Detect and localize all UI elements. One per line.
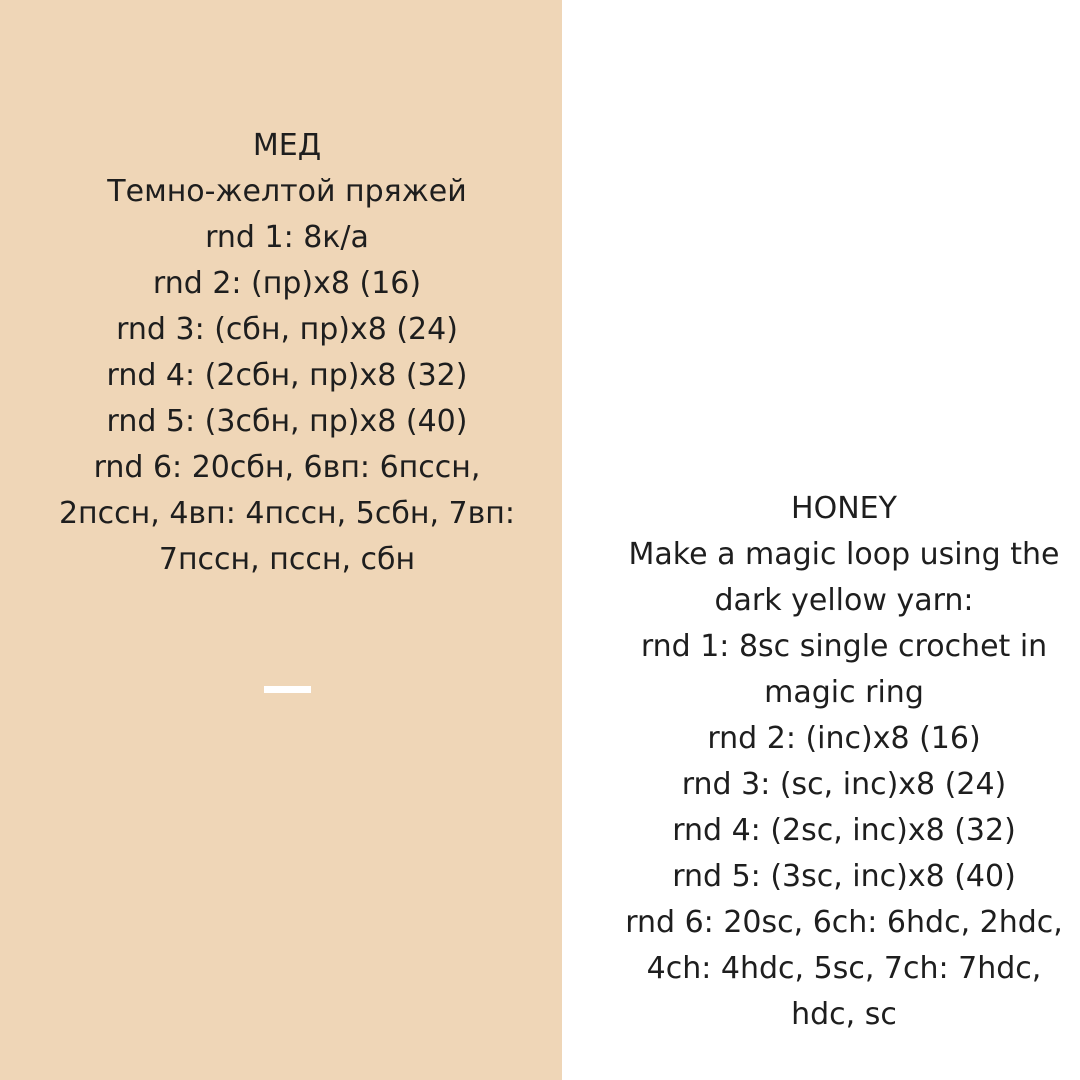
- english-pattern-line: hdc, sc: [791, 997, 897, 1032]
- english-pattern-line: rnd 2: (inc)x8 (16): [707, 721, 981, 756]
- english-pattern-line: rnd 4: (2sc, inc)x8 (32): [672, 813, 1016, 848]
- russian-pattern-line: rnd 4: (2сбн, пр)x8 (32): [106, 358, 468, 393]
- russian-title: МЕД: [252, 128, 322, 163]
- english-pattern-line: 4ch: 4hdc, 5sc, 7ch: 7hdc,: [646, 951, 1042, 986]
- english-pattern-line: Make a magic loop using the: [628, 537, 1060, 572]
- russian-pattern-line: rnd 3: (сбн, пр)x8 (24): [116, 312, 458, 347]
- english-pattern-line: magic ring: [764, 675, 924, 710]
- divider-line: [264, 686, 311, 693]
- russian-pattern-line: 2пссн, 4вп: 4пссн, 5сбн, 7вп:: [58, 496, 516, 531]
- russian-pattern: [0, 123, 574, 583]
- english-pattern-line: rnd 5: (3sc, inc)x8 (40): [672, 859, 1016, 894]
- english-pattern-line: rnd 1: 8sc single crochet in: [640, 629, 1048, 664]
- english-title: HONEY: [791, 491, 897, 526]
- english-pattern: [562, 486, 1080, 1038]
- russian-pattern-line: 7пссн, пссн, сбн: [158, 542, 416, 577]
- russian-pattern-line: rnd 5: (3сбн, пр)x8 (40): [106, 404, 468, 439]
- english-pattern-line: rnd 3: (sc, inc)x8 (24): [681, 767, 1007, 802]
- russian-pattern-line: rnd 1: 8к/а: [205, 220, 369, 255]
- russian-pattern-line: rnd 6: 20сбн, 6вп: 6пссн,: [93, 450, 481, 485]
- english-pattern-line: dark yellow yarn:: [714, 583, 974, 618]
- english-pattern-line: rnd 6: 20sc, 6ch: 6hdc, 2hdc,: [625, 905, 1063, 940]
- russian-pattern-line: Темно-желтой пряжей: [107, 174, 467, 209]
- russian-pattern-line: rnd 2: (пр)x8 (16): [152, 266, 422, 301]
